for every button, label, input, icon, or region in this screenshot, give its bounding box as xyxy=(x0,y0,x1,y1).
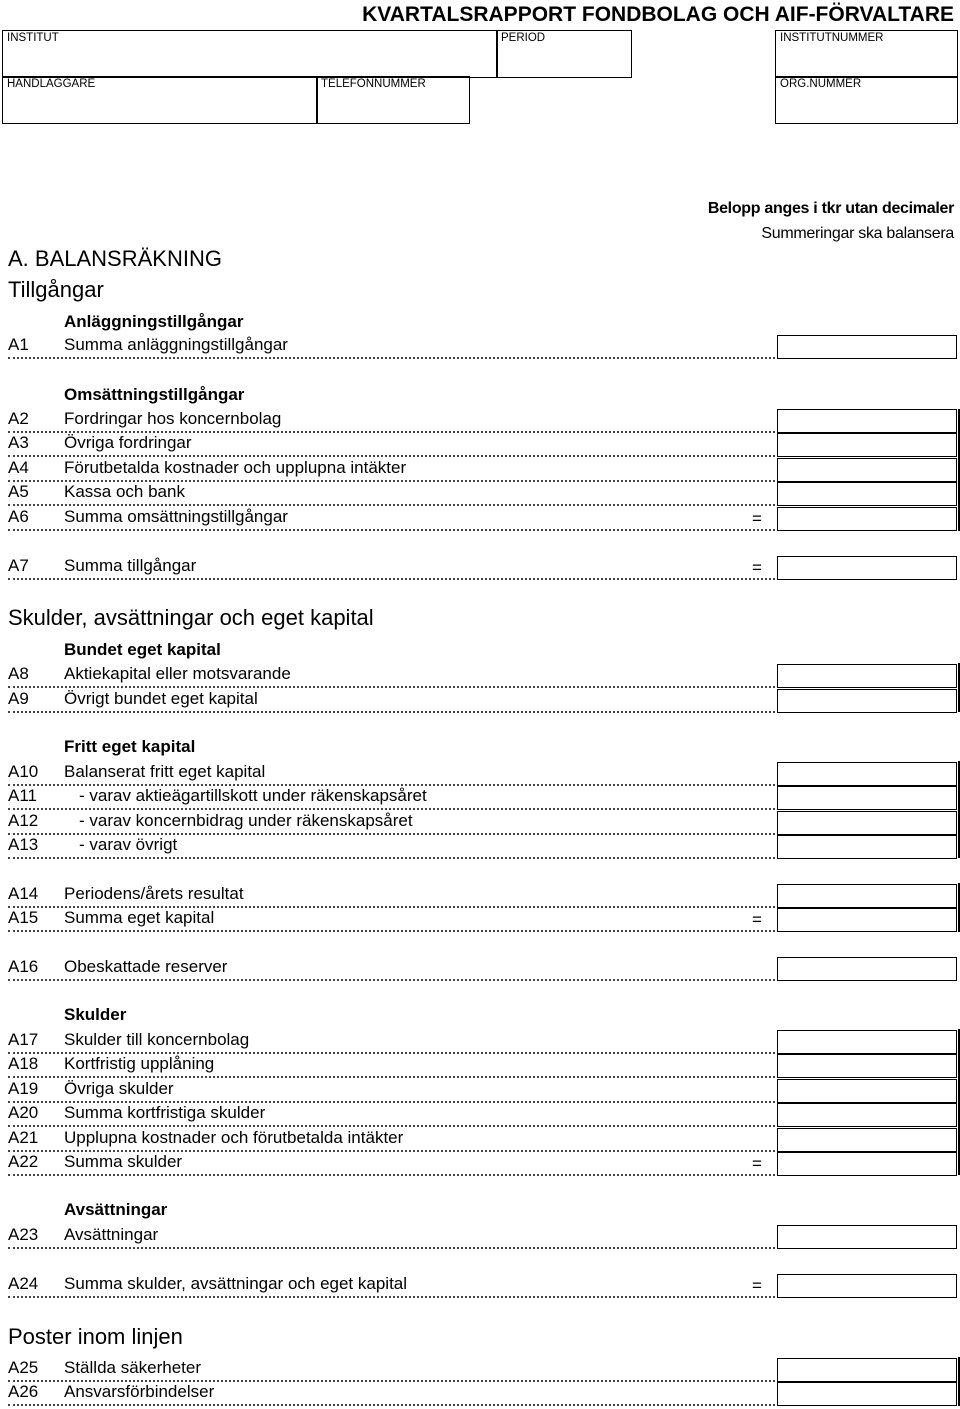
amount-box[interactable] xyxy=(777,908,957,932)
row-code: A2 xyxy=(8,409,29,428)
amount-input[interactable] xyxy=(778,763,956,785)
amount-box[interactable] xyxy=(777,811,957,835)
row-code: A9 xyxy=(8,689,29,708)
row-label: Avsättningar xyxy=(64,1225,159,1244)
orgnummer-field[interactable] xyxy=(775,76,958,124)
equals-sign: = xyxy=(752,1276,762,1295)
amount-box[interactable] xyxy=(777,1382,957,1406)
row-code: A20 xyxy=(8,1103,39,1122)
amount-box[interactable] xyxy=(777,1152,957,1176)
amount-box[interactable] xyxy=(777,957,957,981)
row-code: A26 xyxy=(8,1382,39,1401)
right-border-line xyxy=(958,663,960,712)
row-label: Summa skulder xyxy=(64,1152,183,1171)
row-code: A4 xyxy=(8,458,29,477)
telefonnummer-label: TELEFONNUMMER xyxy=(321,78,426,90)
dotted-leader xyxy=(8,1296,775,1298)
row-label: Övriga skulder xyxy=(64,1079,174,1098)
section-title: A. BALANSRÄKNING xyxy=(8,246,222,271)
row-code: A24 xyxy=(8,1274,39,1293)
amount-input[interactable] xyxy=(778,1153,956,1175)
row-label: Övrigt bundet eget kapital xyxy=(64,689,258,708)
row-label: Summa omsättningstillgångar xyxy=(64,507,288,526)
liabilities-title: Skulder, avsättningar och eget kapital xyxy=(8,605,374,630)
institut-input[interactable] xyxy=(7,56,493,74)
telefonnummer-input[interactable] xyxy=(321,102,465,120)
row-label: Kassa och bank xyxy=(64,482,185,501)
amount-input[interactable] xyxy=(778,1359,956,1381)
amount-input[interactable] xyxy=(778,909,956,931)
amount-box[interactable] xyxy=(777,433,957,457)
institutnummer-field[interactable] xyxy=(775,30,958,78)
amount-box[interactable] xyxy=(777,1079,957,1103)
row-label: Upplupna kostnader och förutbetalda intäkter xyxy=(64,1128,404,1147)
balance-note: Summeringar ska balansera xyxy=(761,225,954,242)
amount-input[interactable] xyxy=(778,434,956,456)
row-label: Summa kortfristiga skulder xyxy=(64,1103,266,1122)
orgnummer-input[interactable] xyxy=(780,102,953,120)
amount-input[interactable] xyxy=(778,885,956,907)
amount-input[interactable] xyxy=(778,665,956,687)
row-label: - varav övrigt xyxy=(79,835,178,854)
amount-box[interactable] xyxy=(777,762,957,786)
dotted-leader xyxy=(8,930,775,932)
row-label: Summa tillgångar xyxy=(64,556,197,575)
amount-input[interactable] xyxy=(778,1383,956,1405)
row-label: - varav koncernbidrag under räkenskapsåret xyxy=(79,811,413,830)
row-label: Periodens/årets resultat xyxy=(64,884,244,903)
amount-box[interactable] xyxy=(777,884,957,908)
telefonnummer-field[interactable] xyxy=(316,76,470,124)
amount-input[interactable] xyxy=(778,336,956,358)
row-code: A6 xyxy=(8,507,29,526)
row-label: Ansvarsförbindelser xyxy=(64,1382,215,1401)
institutnummer-label: INSTITUTNUMMER xyxy=(780,32,884,44)
amount-note: Belopp anges i tkr utan decimaler xyxy=(707,200,954,217)
row-code: A17 xyxy=(8,1030,39,1049)
amount-input[interactable] xyxy=(778,1129,956,1151)
right-border-line xyxy=(958,1357,960,1406)
row-label: Summa anläggningstillgångar xyxy=(64,335,288,354)
amount-box[interactable] xyxy=(777,689,957,713)
dotted-leader xyxy=(8,1125,775,1127)
amount-input[interactable] xyxy=(778,812,956,834)
row-label: Förutbetalda kostnader och upplupna intäkter xyxy=(64,458,407,477)
equals-sign: = xyxy=(752,558,762,577)
amount-box[interactable] xyxy=(777,1225,957,1249)
period-field[interactable] xyxy=(496,30,632,78)
institutnummer-input[interactable] xyxy=(780,56,953,74)
row-label: Balanserat fritt eget kapital xyxy=(64,762,266,781)
group-heading: Avsättningar xyxy=(64,1200,168,1219)
row-code: A12 xyxy=(8,811,39,830)
row-label: Summa skulder, avsättningar och eget kapital xyxy=(64,1274,408,1293)
amount-input[interactable] xyxy=(778,1104,956,1126)
amount-input[interactable] xyxy=(778,690,956,712)
amount-input[interactable] xyxy=(778,1055,956,1077)
dotted-leader xyxy=(8,1174,775,1176)
right-border-line xyxy=(958,409,960,531)
row-code: A13 xyxy=(8,835,39,854)
amount-box[interactable] xyxy=(777,1274,957,1298)
amount-input[interactable] xyxy=(778,459,956,481)
amount-input[interactable] xyxy=(778,1275,956,1297)
row-code: A14 xyxy=(8,884,39,903)
row-code: A21 xyxy=(8,1128,39,1147)
orgnummer-label: ORG.NUMMER xyxy=(780,78,862,90)
group-heading: Bundet eget kapital xyxy=(64,640,221,659)
amount-box[interactable] xyxy=(777,1358,957,1382)
row-code: A10 xyxy=(8,762,39,781)
row-label: Obeskattade reserver xyxy=(64,957,228,976)
amount-box[interactable] xyxy=(777,556,957,580)
row-label: Övriga fordringar xyxy=(64,433,192,452)
row-label: Skulder till koncernbolag xyxy=(64,1030,250,1049)
row-label: Aktiekapital eller motsvarande xyxy=(64,664,291,683)
dotted-leader xyxy=(8,1404,775,1406)
amount-box[interactable] xyxy=(777,458,957,482)
period-input[interactable] xyxy=(501,56,627,74)
amount-box[interactable] xyxy=(777,1103,957,1127)
dotted-leader xyxy=(8,857,775,859)
amount-input[interactable] xyxy=(778,508,956,530)
amount-input[interactable] xyxy=(778,1226,956,1248)
amount-input[interactable] xyxy=(778,958,956,980)
row-code: A1 xyxy=(8,335,29,354)
dotted-leader xyxy=(8,578,775,580)
amount-box[interactable] xyxy=(777,482,957,506)
handlaggare-label: HANDLÄGGARE xyxy=(7,78,96,90)
right-border-line xyxy=(958,883,960,932)
dotted-leader xyxy=(8,711,775,713)
row-code: A19 xyxy=(8,1079,39,1098)
row-code: A16 xyxy=(8,957,39,976)
amount-input[interactable] xyxy=(778,483,956,505)
handlaggare-field[interactable] xyxy=(2,76,318,124)
row-code: A8 xyxy=(8,664,29,683)
institut-field[interactable] xyxy=(2,30,498,78)
dotted-leader xyxy=(8,808,775,810)
row-code: A7 xyxy=(8,556,29,575)
dotted-leader xyxy=(8,455,775,457)
row-code: A3 xyxy=(8,433,29,452)
dotted-leader xyxy=(8,504,775,506)
row-code: A11 xyxy=(8,786,37,805)
amount-input[interactable] xyxy=(778,557,956,579)
group-heading: Skulder xyxy=(64,1005,127,1024)
row-code: A15 xyxy=(8,908,39,927)
institut-label: INSTITUT xyxy=(7,32,59,44)
dotted-leader xyxy=(8,979,775,981)
dotted-leader xyxy=(8,1076,775,1078)
dotted-leader xyxy=(8,529,775,531)
amount-input[interactable] xyxy=(778,1080,956,1102)
assets-title: Tillgångar xyxy=(8,277,104,302)
row-code: A23 xyxy=(8,1225,39,1244)
off-balance-title: Poster inom linjen xyxy=(8,1324,183,1349)
amount-input[interactable] xyxy=(778,410,956,432)
report-title: KVARTALSRAPPORT FONDBOLAG OCH AIF-FÖRVALTARE xyxy=(362,3,954,26)
amount-input[interactable] xyxy=(778,787,956,809)
equals-sign: = xyxy=(752,1154,762,1173)
right-border-line xyxy=(958,1029,960,1175)
right-border-line xyxy=(958,761,960,858)
row-label: Ställda säkerheter xyxy=(64,1358,202,1377)
amount-input[interactable] xyxy=(778,836,956,858)
amount-box[interactable] xyxy=(777,507,957,531)
period-label: PERIOD xyxy=(501,32,546,44)
amount-box[interactable] xyxy=(777,409,957,433)
amount-box[interactable] xyxy=(777,664,957,688)
amount-input[interactable] xyxy=(778,1031,956,1053)
amount-box[interactable] xyxy=(777,1128,957,1152)
amount-box[interactable] xyxy=(777,835,957,859)
dotted-leader xyxy=(8,686,775,688)
row-code: A5 xyxy=(8,482,29,501)
dotted-leader xyxy=(8,357,775,359)
amount-box[interactable] xyxy=(777,1054,957,1078)
handlaggare-input[interactable] xyxy=(7,102,313,120)
row-label: Summa eget kapital xyxy=(64,908,215,927)
row-code: A25 xyxy=(8,1358,39,1377)
row-code: A22 xyxy=(8,1152,39,1171)
equals-sign: = xyxy=(752,910,762,929)
group-heading: Anläggningstillgångar xyxy=(64,312,244,331)
amount-box[interactable] xyxy=(777,1030,957,1054)
row-code: A18 xyxy=(8,1054,39,1073)
dotted-leader xyxy=(8,1247,775,1249)
amount-box[interactable] xyxy=(777,786,957,810)
row-label: - varav aktieägartillskott under räkenskapsåret xyxy=(79,786,427,805)
equals-sign: = xyxy=(752,509,762,528)
row-label: Fordringar hos koncernbolag xyxy=(64,409,282,428)
group-heading: Omsättningstillgångar xyxy=(64,385,245,404)
group-heading: Fritt eget kapital xyxy=(64,737,196,756)
row-label: Kortfristig upplåning xyxy=(64,1054,215,1073)
amount-box[interactable] xyxy=(777,335,957,359)
